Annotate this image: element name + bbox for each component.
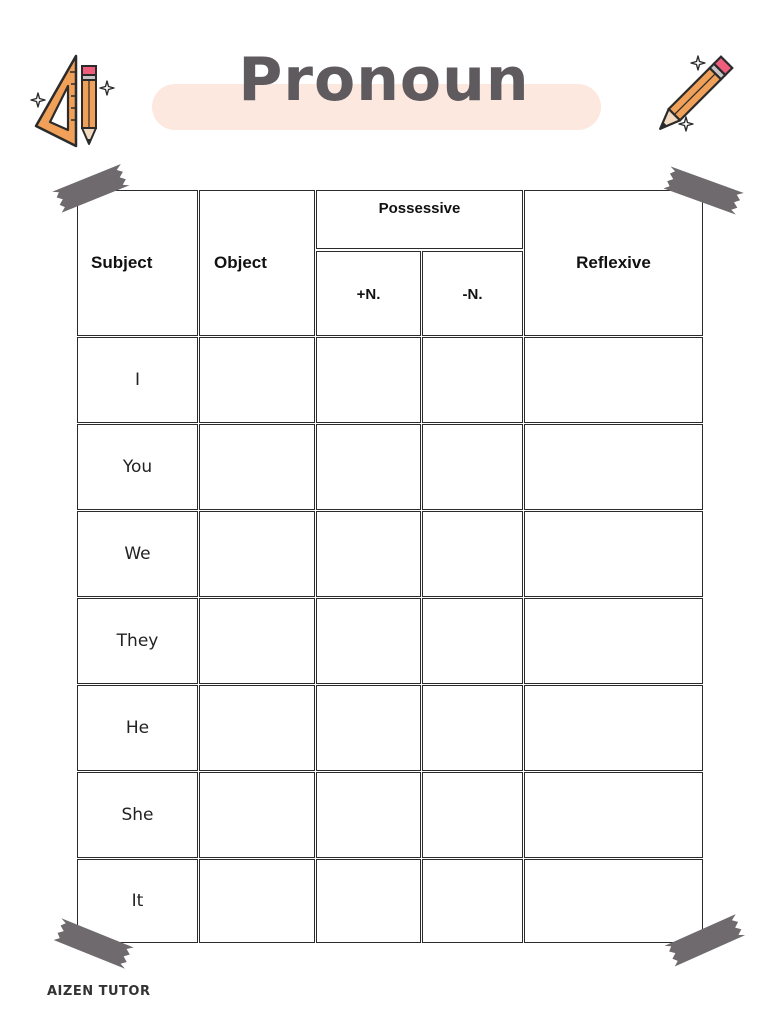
reflexive-answer-cell[interactable] [524, 598, 703, 684]
possessive-header-cell [316, 190, 523, 249]
subject-value: They [116, 631, 159, 651]
subject-header: Subject [91, 253, 153, 272]
sparkle-icon [678, 116, 694, 132]
sparkle-icon [99, 80, 115, 96]
subject-value: You [122, 457, 153, 477]
tape-strip-icon [48, 914, 138, 974]
object-answer-cell[interactable] [199, 685, 315, 771]
subject-value: He [125, 718, 150, 738]
page-title: Pronoun [238, 45, 530, 115]
subject-value: It [131, 891, 144, 911]
subject-cell [77, 424, 198, 510]
object-answer-cell[interactable] [199, 511, 315, 597]
plus-n-header: +N. [356, 286, 381, 303]
footer-brand: AIZEN TUTOR [47, 984, 151, 999]
reflexive-answer-cell[interactable] [524, 424, 703, 510]
reflexive-answer-cell[interactable] [524, 685, 703, 771]
possessive-plus-n-answer-cell[interactable] [316, 598, 421, 684]
subject-cell [77, 772, 198, 858]
subject-cell [77, 337, 198, 423]
possessive-plus-n-answer-cell[interactable] [316, 685, 421, 771]
possessive-plus-n-answer-cell[interactable] [316, 337, 421, 423]
object-answer-cell[interactable] [199, 598, 315, 684]
possessive-minus-n-answer-cell[interactable] [422, 772, 523, 858]
tape-strip-icon [48, 160, 134, 218]
subject-cell [77, 685, 198, 771]
object-header-cell [199, 190, 315, 336]
minus-n-header: -N. [462, 286, 483, 303]
reflexive-answer-cell[interactable] [524, 337, 703, 423]
pencil-icon [78, 62, 100, 148]
reflexive-header: Reflexive [576, 253, 651, 272]
possessive-plus-n-answer-cell[interactable] [316, 511, 421, 597]
tape-strip-icon [658, 162, 748, 220]
possessive-minus-n-answer-cell[interactable] [422, 685, 523, 771]
object-answer-cell[interactable] [199, 424, 315, 510]
possessive-plus-n-answer-cell[interactable] [316, 859, 421, 943]
subject-value: She [121, 805, 154, 825]
possessive-plus-n-answer-cell[interactable] [316, 424, 421, 510]
possessive-minus-n-answer-cell[interactable] [422, 598, 523, 684]
reflexive-answer-cell[interactable] [524, 511, 703, 597]
plus-n-header-cell [316, 251, 421, 336]
subject-cell [77, 511, 198, 597]
subject-value: We [124, 544, 151, 564]
sparkle-icon [690, 55, 706, 71]
object-answer-cell[interactable] [199, 772, 315, 858]
object-answer-cell[interactable] [199, 859, 315, 943]
sparkle-icon [30, 92, 46, 108]
subject-cell [77, 598, 198, 684]
possessive-minus-n-answer-cell[interactable] [422, 511, 523, 597]
possessive-plus-n-answer-cell[interactable] [316, 772, 421, 858]
reflexive-answer-cell[interactable] [524, 772, 703, 858]
tape-strip-icon [660, 910, 750, 972]
object-answer-cell[interactable] [199, 337, 315, 423]
subject-value: I [134, 370, 140, 390]
possessive-minus-n-answer-cell[interactable] [422, 337, 523, 423]
object-header: Object [214, 253, 267, 272]
minus-n-header-cell [422, 251, 523, 336]
possessive-header: Possessive [378, 200, 461, 217]
possessive-minus-n-answer-cell[interactable] [422, 859, 523, 943]
possessive-minus-n-answer-cell[interactable] [422, 424, 523, 510]
